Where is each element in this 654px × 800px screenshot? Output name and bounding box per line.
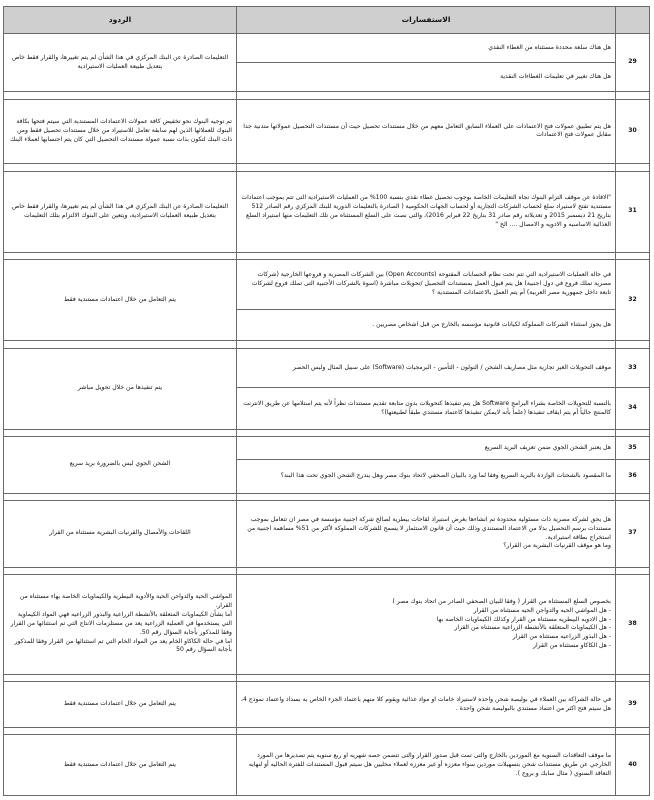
inquiries-column-header: الاستفسارات — [237, 7, 616, 34]
inquiry-cell: في حالة العمليات الاستيرادية التي تتم تحت نظام الحسابات المفتوحة (Open Accounts) بين الشركات المصرية و فروعها الخارجية (شركات مصرية تملك فروع في دول اجنبية) هل يتم قبول العمل بمستندات التحصيل /تحويلات مباشرة (اسوة بالشركات الأجنبية التى تملك فروع لشركات تابعة داخل جمهورية مصر العربية) أم يتم العمل بالاعتمادات المستندية ؟ — [237, 260, 616, 310]
responses-column-header: الردود — [4, 7, 237, 34]
response-cell: يتم التعامل من خلال اعتمادات مستندية فقط — [4, 735, 237, 796]
row-number: 39 — [616, 682, 650, 728]
response-cell: يتم تنفيذها من خلال تحويل مباشر — [4, 348, 237, 429]
table-row — [4, 682, 650, 728]
inquiry-cell: بالنسبة للتحويلات الخاصة بشراء البرامج Software هل يتم تنفيذها كتحويلات بدون متابعة تقديم مستندات نظراً لأنه يتم استلامها عن طريق الانترنت كالمنتج حالياً أم يتم ايقاف تنفيذها (علماً بأنه لايمكن تنفيذها كاعتماد مستندي طبقاً لطبيعتها)؟ — [237, 388, 616, 430]
table-row — [4, 99, 650, 164]
row-number: 38 — [616, 574, 650, 674]
table-row — [4, 348, 650, 388]
response-cell: اللقاحات والأمصال والقرنيات البشرية مستثناه من القرار — [4, 500, 237, 567]
response-cell: التعليمات الصادرة عن البنك المركزي في هذا الشأن لم يتم تغييرها، والقرار فقط خاص بتعديل طبيعة العمليات الاستيرادية — [4, 34, 237, 92]
row-number: 32 — [616, 260, 650, 341]
inquiry-cell: هل يحق لشركة مصرية ذات مسئولية محدودة تم انشاءها بغرض استيراد لقاحات بيطرية لصالح شركة اجنبية مؤسسة في مصر ان تتعامل بموجب مستندات برسم التحصيل بدلا من الاعتماد المستندي وذلك حيث أن قانون الاستثمار لا يسمح للشركات المملوكة لأكثر من 51% مساهمة اجنبية من استخراج بطاقة استيرادية. وما هو موقف القرنيات البشرية من القرار؟ — [237, 500, 616, 567]
inquiry-cell: هل يجوز استثناء الشركات المملوكة لكيانات قانونية مؤسسه بالخارج من قبل اشخاص مصريين . — [237, 310, 616, 341]
table-row — [4, 34, 650, 63]
table-row — [4, 171, 650, 252]
inquiry-cell: في حالة الشراكة بين العملاء في بوليصة شحن واحده لاستيراد خامات او مواد غذائية ويقوم كلا منهم باعتماد الجزء الخاص به بسداد واعتماد نموذج 4، هل سيتم فتح اكثر من اعتماد مستندي بالبوليصة شحن واحدة . — [237, 682, 616, 728]
table-row — [4, 735, 650, 796]
inquiry-cell: هل هناك تغيير في تعليمات الغطاءات النقدية — [237, 63, 616, 92]
inquiry-cell: ما المقصود بالشحنات الواردة بالبريد السريع وفقا لما ورد بالبيان الصحفي لاتحاد بنوك مصر وهل يندرج الشحن الجوي تحت هذا البند؟ — [237, 460, 616, 493]
row-number: 29 — [616, 34, 650, 92]
response-cell: تم توجيه البنوك نحو تخفيض كافة عمولات الاعتمادات المستندية التي سيتم فتحها بكافة البنوك للعملائها الذين لهم سابقة تعامل للاستيراد من خلال مستندات تحصيل فقط ومن ذات البنك لتكون بذات نسبة عمولة مستندات التحصيل التي كان يتم احتسابها لعملاء البنك — [4, 99, 237, 164]
inquiry-cell: هل يعتبر الشحن الجوي ضمن تعريف البريد السريع — [237, 437, 616, 460]
response-cell: الشحن الجوي ليس بالضرورة بريد سريع — [4, 437, 237, 493]
row-number: 40 — [616, 735, 650, 796]
row-number: 30 — [616, 99, 650, 164]
table-row — [4, 260, 650, 310]
response-cell: يتم التعامل من خلال اعتمادات مستندية فقط — [4, 260, 237, 341]
inquiry-cell: هل يتم تطبيق عمولات فتح الاعتمادات على العملاء السابق التعامل معهم من خلال مستندات تحصيل حيث أن مستندات التحصيل عمولاتها متدنية جدا مقابل عمولات فتح الاعتمادات — [237, 99, 616, 164]
number-column-header — [616, 7, 650, 34]
response-cell: المواشي الحية والدواجن الحية والأدوية البيطرية والكيماويات الخاصة بهاء مستثناه من القرار. أما بشأن الكيماويات المتعلقة بالأنشطة الزراعية والبذور الزراعيه فهي المواد الكيماوية التي يستخدمها في العملية الزراعية يعد من مستلزمات الانتاج التي تم استثنائها من القرار وفقا للمذكور بأجابة السؤال رقم 50. اما في حالة الكاكاو الخام يعد من المواد الخام التي تم استثنائها من القرار وفقا للمذكور بأجابة السؤال رقم 50 — [4, 574, 237, 674]
row-number: 33 — [616, 348, 650, 388]
table-row — [4, 574, 650, 674]
table-header-row — [4, 7, 650, 34]
response-cell: يتم التعامل من خلال اعتمادات مستندية فقط — [4, 682, 237, 728]
inquiry-cell: موقف التحويلات الغير تجارية مثل مصاريف الشحن / النولون - التأمين - البرمجيات (Software) على سبيل المثال وليس الحصر — [237, 348, 616, 388]
row-number: 36 — [616, 460, 650, 493]
row-number: 31 — [616, 171, 650, 252]
table-row — [4, 437, 650, 460]
inquiry-cell: بخصوص السلع المستثناه من القرار ( وفقا للبيان الصحفي الصادر من اتحاد بنوك مصر ) - هل المواشي الحيه والدواجن الحيه مستثناه من القرار - هل الادويه البيطريه مستثناه من القرار وكذلك الكيماويات الخاصه بها - هل الكيماويات المتعلقة بالأنشطة الزراعية مستثناه من القرار - هل البذور الزراعيه مستثناه من القرار - هل الكاكاو مستثناه من القرار — [237, 574, 616, 674]
table-row — [4, 500, 650, 567]
inquiry-cell: هل هناك سلعة محددة مستثناه من الغطاء النقدي — [237, 34, 616, 63]
row-number: 35 — [616, 437, 650, 460]
row-number: 37 — [616, 500, 650, 567]
response-cell: التعليمات الصادرة عن البنك المركزي في هذا الشأن لم يتم تغييرها، والقرار فقط خاص بتعديل طبيعة العمليات الاستيرادية، ويتعين على البنوك الالتزام بتلك التعليمات — [4, 171, 237, 252]
inquiry-cell: ما موقف التعاقدات السنوية مع الموردين بالخارج والتى تمت قبل صدور القرار والتى تتضمن حصه شهريه او ربع سنويه يتم تصديرها من المورد الخارجي عن طريق مستندات شحن بتسهيلات موردين سواء معززه أو غير معززه لعملاء محليين هل سيتم قبول المستندات للفتره الحاليه أو لنهايه التعاقد السنوي ( مثال سابك و بروج ). — [237, 735, 616, 796]
inquiry-cell: "الافادة عن موقف التزام البنوك تجاه التعليمات الخاصة بوجوب تحصيل غطاء نقدي بنسبة 100% من العمليات الاستيرادية التى تتم بموجب اعتمادات مستندية تفتح لاستيراد سلع لحساب الشركات التجارية أو لحساب الجهات الحكومية ( الصادرة بالتعليمات الدورية للبنك المركزي رقم الصادر 512 بتاريخ 21 ديسمبر 2015 و تعديلاته رقم صادر 31 بتاريخ 22 فبراير 2016)، والتى نصت على السلع المستثناه من تلك التعليمات منها استيراد السلع الغذائية الاساسيه و الادويه و الامصال .... الخ " — [237, 171, 616, 252]
qa-table — [3, 6, 650, 796]
row-number: 34 — [616, 388, 650, 430]
